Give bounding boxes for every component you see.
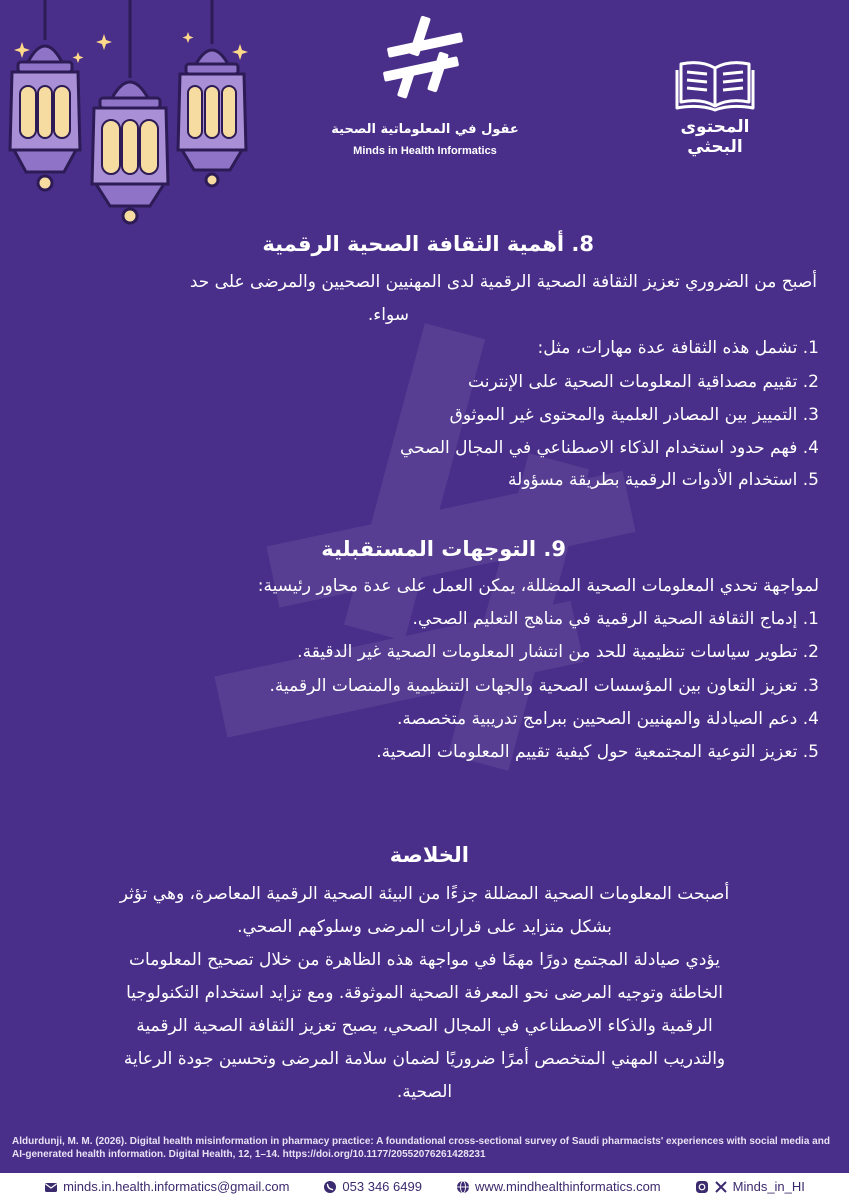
contact-footer xyxy=(0,1173,849,1200)
conclusion-paragraph-2-line: والتدريب المهني المتخصص أمرًا ضروريًا لضمان سلامة المرضى وتحسين جودة الرعاية xyxy=(123,1049,726,1069)
conclusion-paragraph-1-line: أصبحت المعلومات الصحية المضللة جزءًا من البيئة الصحية الرقمية المعاصرة، وهي تؤثر xyxy=(119,884,730,904)
section-9-list-item: 5. تعزيز التوعية المجتمعية حول كيفية تقييم المعلومات الصحية. xyxy=(376,742,819,762)
globe-icon xyxy=(456,1180,470,1194)
email-icon xyxy=(44,1180,58,1194)
footer-website[interactable] xyxy=(456,1179,661,1194)
section-9-heading: 9. التوجهات المستقبلية xyxy=(321,537,566,561)
footer-social[interactable] xyxy=(695,1179,805,1194)
section-8-intro-line-2: سواء. xyxy=(367,305,409,325)
footer-social-text[interactable]: Minds_in_HI xyxy=(732,1179,805,1194)
section-9-list-item: 4. دعم الصيادلة والمهنيين الصحيين ببرامج تدريبية متخصصة. xyxy=(396,709,819,729)
conclusion-paragraph-2 xyxy=(20,944,829,1109)
section-9-intro: لمواجهة تحدي المعلومات الصحية المضللة، يمكن العمل على عدة محاور رئيسية: xyxy=(257,576,819,596)
conclusion-paragraph-2-line: يؤدي صيادلة المجتمع دورًا مهمًا في مواجهة هذه الظاهرة من خلال تصحيح المعلومات xyxy=(129,950,720,970)
brand-name-english: Minds in Health Informatics xyxy=(353,145,497,157)
conclusion-paragraph-2-line: الرقمية والذكاء الاصطناعي في المجال الصحي، يصبح تعزيز الثقافة الصحية الرقمية xyxy=(136,1016,713,1036)
conclusion-paragraph-2-line: الصحية. xyxy=(396,1082,453,1102)
footer-email-text[interactable]: minds.in.health.informatics@gmail.com xyxy=(63,1179,290,1194)
section-9-list-item: 2. تطوير سياسات تنظيمية للحد من انتشار المعلومات الصحية غير الدقيقة. xyxy=(297,642,819,662)
footer-email[interactable] xyxy=(44,1179,289,1194)
reference-citation: Aldurdunji, M. M. (2026). Digital health misinformation in pharmacy practice: A foundational cross-sectional survey of Saudi pharmacists' experiences with social media and AI-generated health information. Digital Health, 12, 1–14. https://doi.org/10.1177/20552076261428231 xyxy=(12,1136,830,1160)
conclusion-paragraph-1-line: بشكل متزايد على قرارات المرضى وسلوكهم الصحي. xyxy=(237,917,612,937)
whatsapp-icon xyxy=(323,1180,337,1194)
conclusion-paragraph-2-line: الخاطئة وتوجيه المرضى نحو المعرفة الصحية الموثوقة. ومع تزايد استخدام التكنولوجيا xyxy=(126,983,723,1003)
section-8-intro-line-1: أصبح من الضروري تعزيز الثقافة الصحية الرقمية لدى المهنيين الصحيين والمرضى على حد xyxy=(189,272,817,292)
footer-phone[interactable] xyxy=(323,1179,422,1194)
research-content-label: المحتوى البحثي xyxy=(680,117,750,157)
footer-website-text[interactable]: www.mindhealthinformatics.com xyxy=(474,1179,661,1194)
section-8-heading: 8. أهمية الثقافة الصحية الرقمية xyxy=(262,232,594,256)
instagram-icon xyxy=(695,1180,709,1194)
footer-phone-text[interactable]: 053 346 6499 xyxy=(342,1179,422,1194)
section-8-list-item: 1. تشمل هذه الثقافة عدة مهارات، مثل: xyxy=(537,338,819,358)
conclusion-heading: الخلاصة xyxy=(389,843,469,867)
section-8-list-item: 3. التمييز بين المصادر العلمية والمحتوى غير الموثوق xyxy=(449,405,819,425)
section-8-list-item: 5. استخدام الأدوات الرقمية بطريقة مسؤولة xyxy=(508,470,819,490)
section-8-list-item: 4. فهم حدود استخدام الذكاء الاصطناعي في المجال الصحي xyxy=(399,438,819,458)
brand-name-arabic: عقول في المعلوماتية الصحية xyxy=(331,122,519,137)
section-9-list-item: 1. إدماج الثقافة الصحية الرقمية في مناهج التعليم الصحي. xyxy=(412,609,819,629)
conclusion-paragraph-1 xyxy=(20,878,829,944)
x-twitter-icon xyxy=(714,1180,728,1194)
section-9-list-item: 3. تعزيز التعاون بين المؤسسات الصحية والجهات التنظيمية والمنصات الرقمية. xyxy=(269,676,819,696)
section-8-list-item: 2. تقييم مصداقية المعلومات الصحية على الإنترنت xyxy=(468,372,819,392)
